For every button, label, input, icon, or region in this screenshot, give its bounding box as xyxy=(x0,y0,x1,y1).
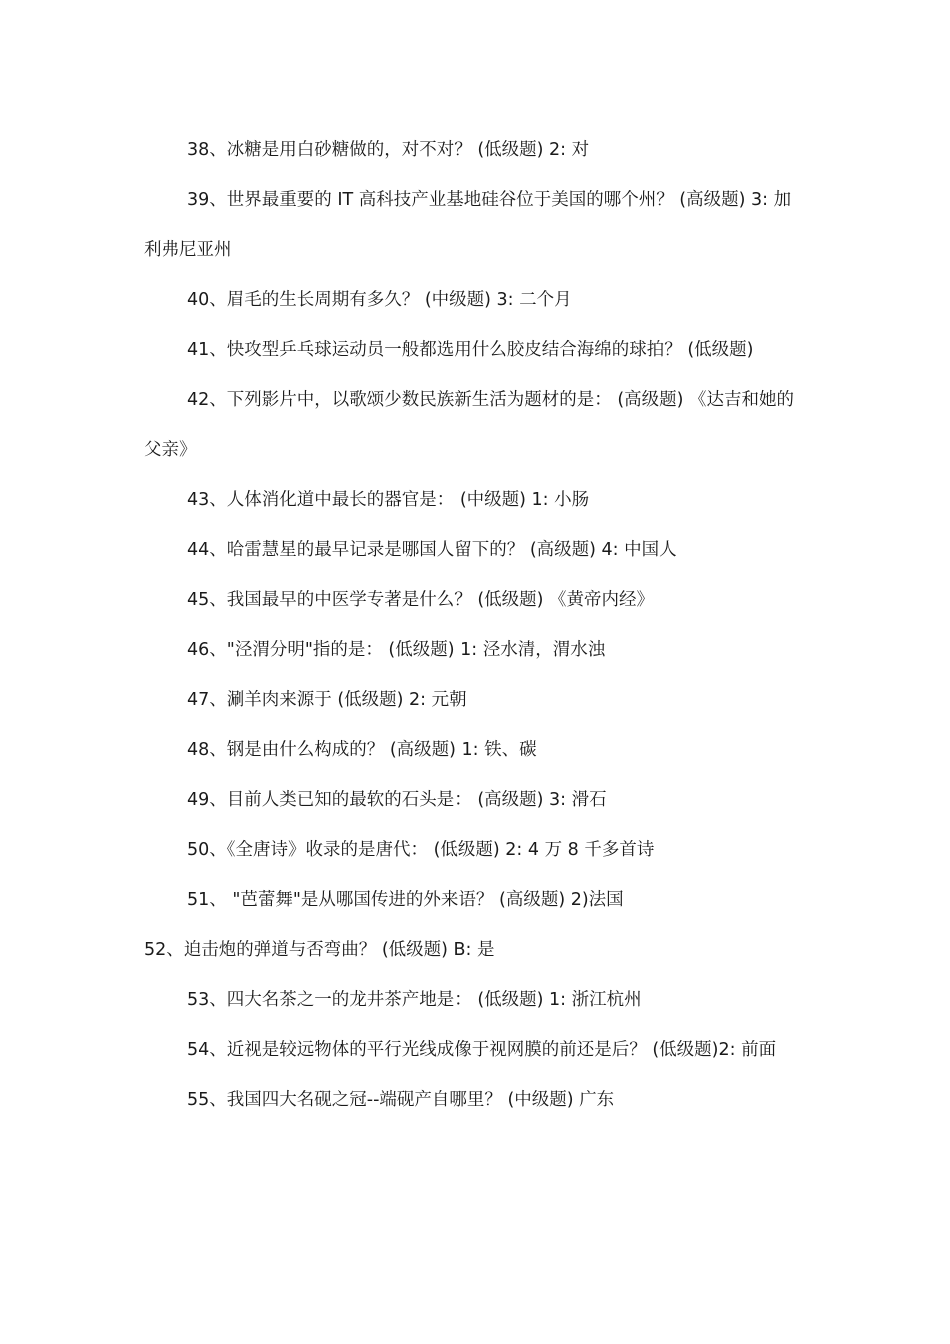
question-47: 47、涮羊肉来源于 (低级题) 2: 元朝 xyxy=(187,690,467,710)
document-body xyxy=(144,125,804,1125)
question-51: 51、 "芭蕾舞"是从哪国传进的外来语？ (高级题) 2)法国 xyxy=(187,890,624,910)
question-48: 48、钢是由什么构成的？ (高级题) 1: 铁、碳 xyxy=(187,740,537,760)
question-42: 42、下列影片中，以歌颂少数民族新生活为题材的是： (高级题) 《达吉和她的父亲》 xyxy=(144,390,795,460)
question-46: 46、"泾渭分明"指的是： (低级题) 1: 泾水清，渭水浊 xyxy=(187,640,606,660)
question-49: 49、目前人类已知的最软的石头是： (高级题) 3: 滑石 xyxy=(187,790,607,810)
question-45: 45、我国最早的中医学专著是什么？ (低级题) 《黄帝内经》 xyxy=(187,590,655,610)
question-50: 50、《全唐诗》收录的是唐代： (低级题) 2: 4 万 8 千多首诗 xyxy=(187,840,655,860)
question-53: 53、四大名茶之一的龙井茶产地是： (低级题) 1: 浙江杭州 xyxy=(187,990,642,1010)
question-39: 39、世界最重要的 IT 高科技产业基地硅谷位于美国的哪个州？ (高级题) 3: 加利弗尼亚州 xyxy=(144,190,792,260)
question-43: 43、人体消化道中最长的器官是： (中级题) 1: 小肠 xyxy=(187,490,590,510)
question-55: 55、我国四大名砚之冠--端砚产自哪里？ (中级题) 广东 xyxy=(187,1090,615,1110)
question-38: 38、冰糖是用白砂糖做的，对不对？ (低级题) 2: 对 xyxy=(187,140,590,160)
question-41: 41、快攻型乒乓球运动员一般都选用什么胶皮结合海绵的球拍？ (低级题) xyxy=(187,340,754,360)
question-44: 44、哈雷慧星的最早记录是哪国人留下的？ (高级题) 4: 中国人 xyxy=(187,540,677,560)
question-40: 40、眉毛的生长周期有多久？ (中级题) 3: 二个月 xyxy=(187,290,572,310)
question-52: 52、迫击炮的弹道与否弯曲？ (低级题) B: 是 xyxy=(144,940,495,960)
question-54: 54、近视是较远物体的平行光线成像于视网膜的前还是后？ (低级题)2: 前面 xyxy=(187,1040,777,1060)
